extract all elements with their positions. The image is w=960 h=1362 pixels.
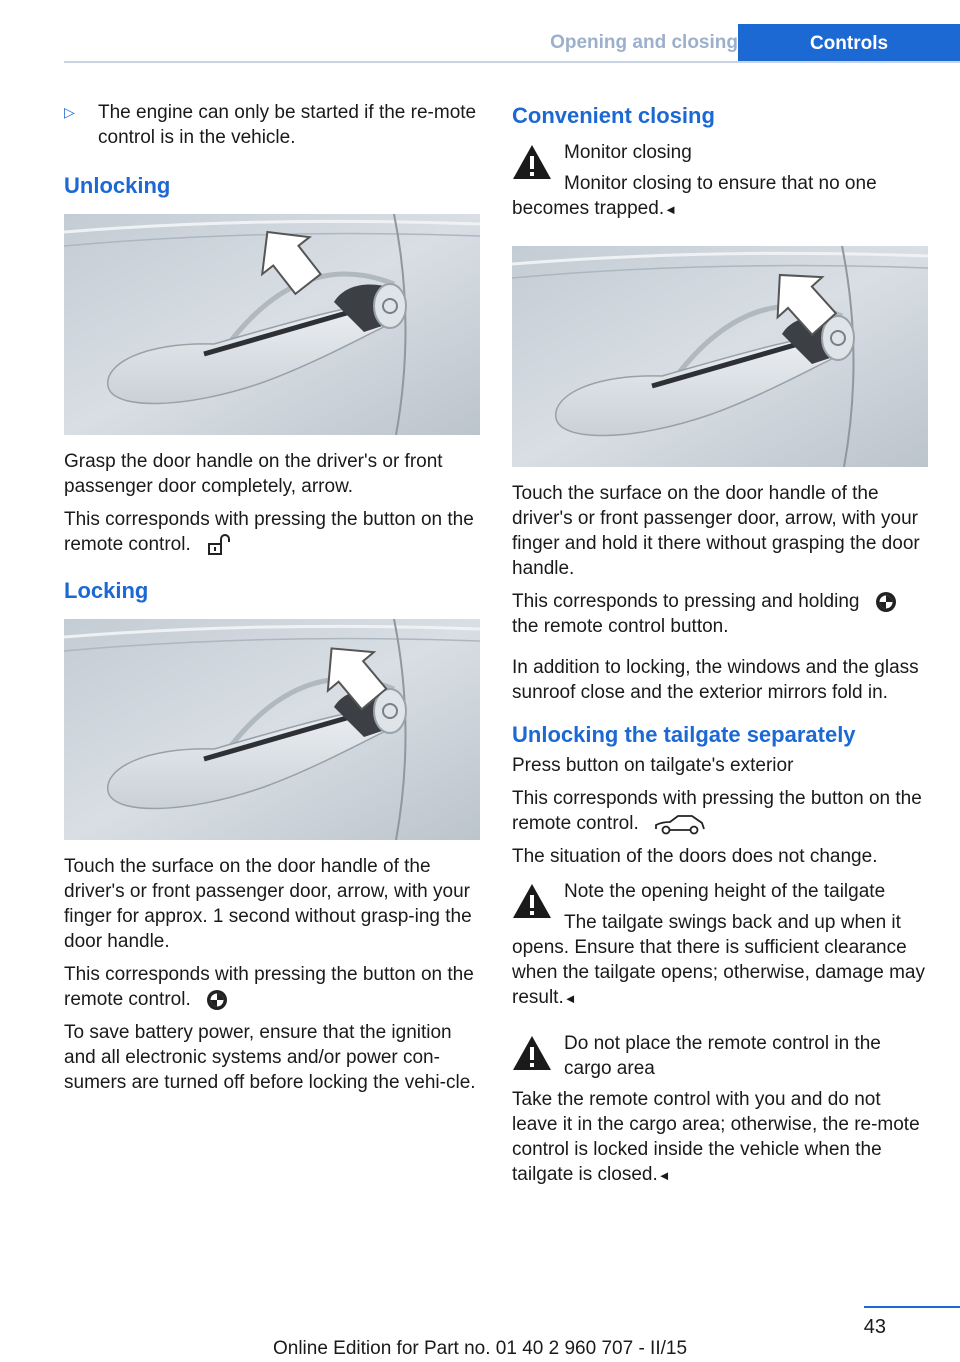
end-mark: ◄ — [563, 991, 577, 1006]
bullet-item — [64, 100, 480, 158]
page-number: 43 — [863, 1316, 886, 1338]
warning-text-monitor — [512, 171, 928, 222]
heading-tailgate: Unlocking the tailgate separately — [512, 722, 856, 747]
unlock-text-1: Grasp the door handle on the driver's or front passenger door completely, arrow. — [64, 451, 443, 497]
door-handle-close-photo — [512, 246, 928, 467]
left-column — [64, 100, 480, 1103]
door-handle-unlock-photo — [64, 214, 480, 435]
bullet-text: The engine can only be started if the re-mote control is in the vehicle. — [98, 102, 477, 148]
header-rule — [64, 61, 960, 63]
lock-text-3: To save battery power, ensure that the ignition and all electronic systems and/or power con-sumers are turned off before locking the vehi-cle. — [64, 1022, 476, 1093]
close-text-3: In addition to locking, the windows and the glass sunroof close and the exterior mirrors fold in. — [512, 657, 919, 703]
lock-text-2-content: This corresponds with pressing the button on the remote control. — [64, 964, 474, 1010]
tailgate-text-2-content: This corresponds with pressing the button on the remote control. — [512, 788, 922, 834]
unlock-text-2-content: This corresponds with pressing the button on the remote control. — [64, 509, 474, 555]
tailgate-text-2 — [512, 786, 928, 836]
right-column — [512, 100, 928, 1200]
warning-title-cargo-area: Do not place the remote control in the cargo area — [564, 1033, 881, 1079]
close-text-2a: This corresponds to pressing and holding — [512, 591, 860, 612]
header-section-title: Opening and closing — [550, 32, 738, 53]
header-chapter-tab — [738, 24, 960, 63]
warning-box-monitor — [512, 140, 928, 228]
lock-text-2 — [64, 962, 480, 1012]
triangle-right-icon: ▷ — [64, 104, 75, 120]
tailgate-text-3: The situation of the doors does not change. — [512, 846, 878, 867]
header-tab-label: Controls — [809, 32, 889, 54]
footer-rule — [864, 1306, 960, 1308]
tailgate-text-1: Press button on tailgate's exterior — [512, 755, 794, 776]
warning-box-tailgate-height — [512, 879, 928, 1017]
warning-text-tailgate-height-content: The tailgate swings back and up when it opens. Ensure that there is sufficient clearance when the tailgate opens; otherwise, damage may result. — [512, 912, 925, 1008]
warning-text-cargo-area-content: Take the remote control with you and do not leave it in the cargo area; otherwise, the re-mote control is locked inside the vehicle when the tailgate is closed. — [512, 1089, 920, 1185]
warning-box-cargo-area — [512, 1031, 928, 1194]
warning-triangle-icon — [512, 144, 552, 180]
bmw-logo-icon — [206, 989, 228, 1011]
warning-triangle-icon — [512, 883, 552, 919]
unlock-text-2 — [64, 507, 480, 557]
warning-title-tailgate-height: Note the opening height of the tailgate — [564, 881, 886, 902]
heading-unlocking: Unlocking — [64, 173, 171, 198]
end-mark: ◄ — [657, 1168, 671, 1183]
warning-triangle-icon — [512, 1035, 552, 1071]
door-handle-lock-photo — [64, 619, 480, 840]
warning-text-monitor-content: Monitor closing to ensure that no one becomes trapped. — [512, 173, 877, 219]
bmw-logo-icon — [875, 591, 897, 613]
heading-locking: Locking — [64, 578, 149, 603]
page-header — [0, 0, 960, 62]
warning-text-tailgate-height — [512, 910, 928, 1011]
lock-text-1: Touch the surface on the door handle of the driver's or front passenger door, arrow, with your finger for approx. 1 second without grasp-ing the door handle. — [64, 856, 472, 952]
close-text-2 — [512, 589, 928, 639]
warning-title-monitor: Monitor closing — [564, 142, 692, 163]
end-mark: ◄ — [664, 202, 677, 217]
warning-text-cargo-area — [512, 1087, 928, 1188]
heading-convenient-closing: Convenient closing — [512, 103, 715, 128]
unlock-icon — [206, 534, 232, 556]
close-text-2b: the remote control button. — [512, 616, 729, 637]
close-text-1: Touch the surface on the door handle of the driver's or front passenger door, arrow, with your finger and hold it there without grasping the door handle. — [512, 483, 920, 579]
footer-edition: Online Edition for Part no. 01 40 2 960 707 - II/15 — [272, 1338, 688, 1359]
car-outline-icon — [654, 813, 706, 835]
